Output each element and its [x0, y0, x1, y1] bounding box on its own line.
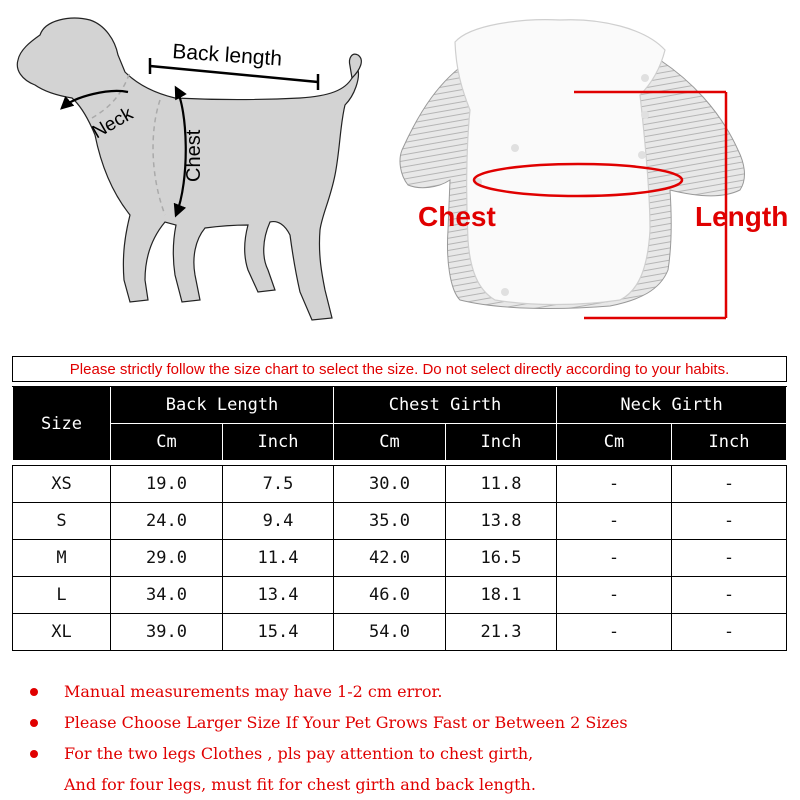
note-text: Manual measurements may have 1-2 cm error. [64, 682, 443, 701]
note-item-continuation [30, 769, 790, 800]
illustration-canvas [0, 0, 800, 350]
notes-list [30, 676, 790, 800]
cell-neck-cm: - [557, 614, 672, 651]
table-row [13, 503, 787, 540]
bullet-dot-icon [30, 719, 38, 727]
table-row [13, 466, 787, 503]
cell-chest-inch: 13.8 [446, 503, 557, 540]
cell-chest-inch: 16.5 [446, 540, 557, 577]
cell-back-inch: 11.4 [223, 540, 334, 577]
note-item [30, 738, 790, 769]
cell-neck-cm: - [557, 577, 672, 614]
table-row [13, 540, 787, 577]
cell-chest-cm: 54.0 [334, 614, 446, 651]
cell-size: M [13, 540, 111, 577]
unit-chest-inch: Inch [446, 424, 557, 461]
cell-back-inch: 7.5 [223, 466, 334, 503]
bullet-dot-icon [30, 750, 38, 758]
note-item [30, 707, 790, 738]
cell-neck-cm: - [557, 540, 672, 577]
neck-label: Neck [88, 103, 137, 144]
cell-neck-cm: - [557, 466, 672, 503]
cell-neck-cm: - [557, 503, 672, 540]
unit-chest-cm: Cm [334, 424, 446, 461]
cell-size: XL [13, 614, 111, 651]
back-length-label: Back length [171, 39, 283, 71]
cell-chest-inch: 11.8 [446, 466, 557, 503]
header-group-row [13, 387, 787, 424]
garment-length-label: Length [695, 201, 789, 232]
unit-back-inch: Inch [223, 424, 334, 461]
table-row [13, 614, 787, 651]
header-neck-girth: Neck Girth [557, 387, 787, 424]
cell-chest-inch: 18.1 [446, 577, 557, 614]
cell-back-cm: 29.0 [111, 540, 223, 577]
cell-back-cm: 34.0 [111, 577, 223, 614]
size-warning: Please strictly follow the size chart to select the size. Do not select directly according to your habits. [13, 357, 787, 382]
unit-neck-cm: Cm [557, 424, 672, 461]
cell-chest-cm: 30.0 [334, 466, 446, 503]
cell-neck-inch: - [672, 614, 787, 651]
note-text: Please Choose Larger Size If Your Pet Grows Fast or Between 2 Sizes [64, 713, 628, 732]
note-item [30, 676, 790, 707]
bullet-dot-icon [30, 688, 38, 696]
cell-back-cm: 39.0 [111, 614, 223, 651]
measurement-illustrations [0, 0, 800, 350]
back-length-indicator [150, 40, 318, 90]
cell-chest-cm: 35.0 [334, 503, 446, 540]
unit-back-cm: Cm [111, 424, 223, 461]
cell-neck-inch: - [672, 503, 787, 540]
size-chart-table [12, 356, 787, 651]
warning-row [13, 357, 787, 382]
table-row [13, 577, 787, 614]
cell-size: XS [13, 466, 111, 503]
cell-neck-inch: - [672, 466, 787, 503]
cell-chest-inch: 21.3 [446, 614, 557, 651]
cell-chest-cm: 46.0 [334, 577, 446, 614]
cell-back-inch: 15.4 [223, 614, 334, 651]
cell-size: S [13, 503, 111, 540]
cell-back-cm: 24.0 [111, 503, 223, 540]
cell-neck-inch: - [672, 577, 787, 614]
cell-back-inch: 9.4 [223, 503, 334, 540]
header-unit-row [13, 424, 787, 461]
header-chest-girth: Chest Girth [334, 387, 557, 424]
cell-neck-inch: - [672, 540, 787, 577]
note-text: And for four legs, must fit for chest girth and back length. [64, 775, 536, 794]
dog-chest-label: Chest [183, 129, 205, 182]
note-text: For the two legs Clothes , pls pay attention to chest girth, [64, 744, 534, 763]
garment-chest-label: Chest [418, 201, 496, 232]
cell-back-cm: 19.0 [111, 466, 223, 503]
cell-back-inch: 13.4 [223, 577, 334, 614]
unit-neck-inch: Inch [672, 424, 787, 461]
size-header: Size [13, 387, 111, 461]
cell-chest-cm: 42.0 [334, 540, 446, 577]
header-back-length: Back Length [111, 387, 334, 424]
cell-size: L [13, 577, 111, 614]
